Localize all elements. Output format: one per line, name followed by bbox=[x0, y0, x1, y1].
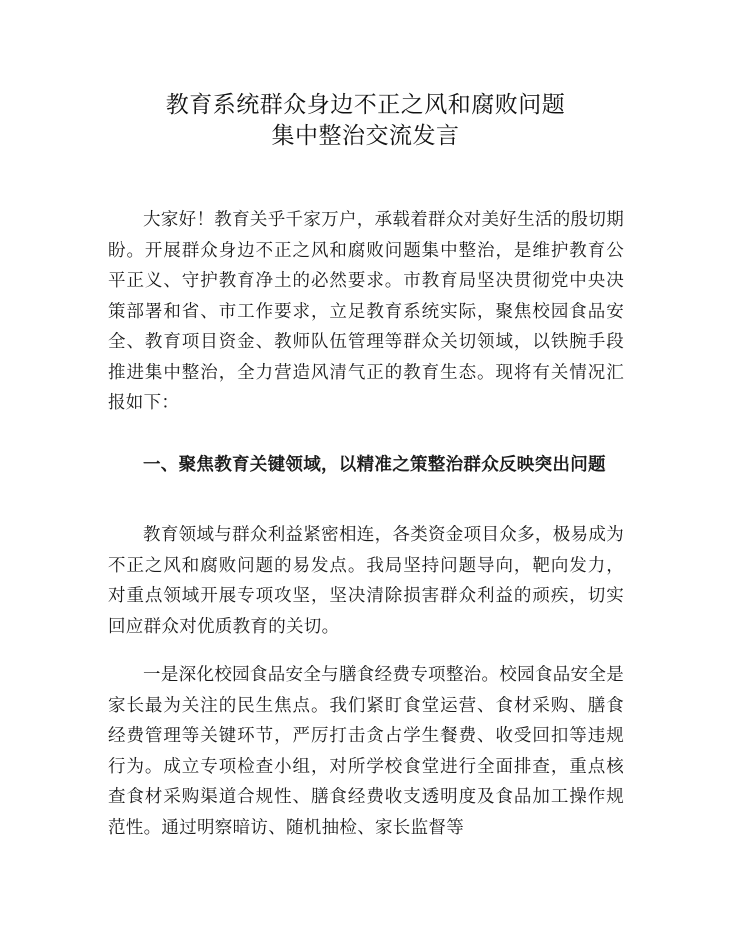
body-paragraph-section-1 bbox=[108, 520, 624, 642]
paragraph-text: 一是深化校园食品安全与膳食经费专项整治。校园食品安全是家长最为关注的民生焦点。我们紧盯食堂运营、食材采购、膳食经费管理等关键环节，严厉打击贪占学生餐费、收受回扣等违规行为。成立专项检查小组，对所学校食堂进行全面排查，重点核查食材采购渠道合规性、膳食经费收支透明度及食品加工操作规范性。通过明察暗访、随机抽检、家长监督等 bbox=[108, 665, 624, 838]
body-paragraph-food-safety bbox=[108, 660, 624, 843]
section-heading-text: 一、聚焦教育关键领域，以精准之策整治群众反映突出问题 bbox=[143, 455, 606, 475]
paragraph-text: 大家好！教育关乎千家万户，承载着群众对美好生活的殷切期盼。开展群众身边不正之风和腐败问题集中整治，是维护教育公平正义、守护教育净土的必然要求。市教育局坚决贯彻党中央决策部署和省、市工作要求，立足教育系统实际，聚焦校园食品安全、教育项目资金、教师队伍管理等群众关切领域，以铁腕手段推进集中整治，全力营造风清气正的教育生态。现将有关情况汇报如下： bbox=[108, 210, 624, 413]
paragraph-text: 教育领域与群众利益紧密相连，各类资金项目众多，极易成为不正之风和腐败问题的易发点。我局坚持问题导向，靶向发力，对重点领域开展专项攻坚，坚决清除损害群众利益的顽疾，切实回应群众对优质教育的关切。 bbox=[108, 525, 624, 637]
document-title-line-2: 集中整治交流发言 bbox=[271, 123, 460, 149]
document-title-line-1: 教育系统群众身边不正之风和腐败问题 bbox=[165, 92, 566, 118]
section-heading-1 bbox=[108, 450, 624, 481]
body-paragraph-intro bbox=[108, 205, 624, 419]
